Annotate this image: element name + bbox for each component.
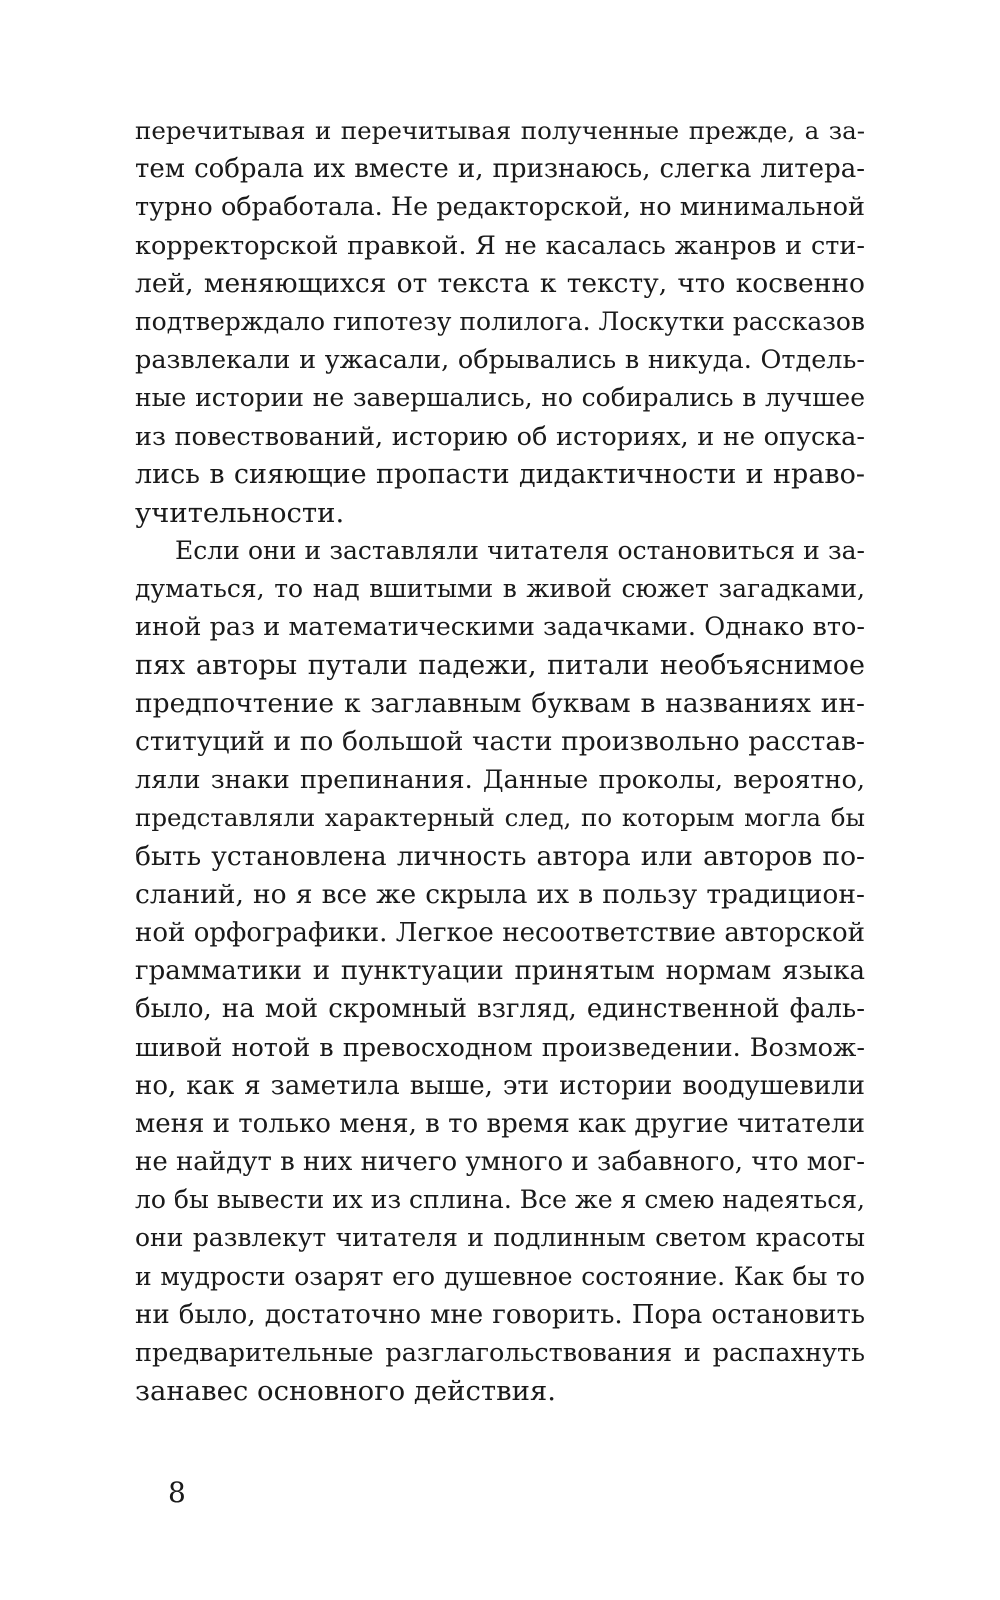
text-line: ные истории не завершались, но собирались в лучшее (135, 383, 865, 413)
text-line: Если они и заставляли читателя остановиться и за- (175, 536, 865, 566)
text-line: но, как я заметила выше, эти истории воодушевили (135, 1070, 865, 1101)
text-line: перечитывая и перечитывая полученные прежде, а за- (135, 116, 865, 145)
text-line: турно обработала. Не редакторской, но минимальной (135, 192, 865, 223)
page-number: 8 (168, 1476, 186, 1509)
text-line: меня и только меня, в то время как другие читатели (135, 1108, 865, 1139)
text-line: ституций и по большой части произвольно расстав- (135, 726, 865, 757)
text-line: представляли характерный след, по которым могла бы (135, 803, 865, 833)
text-line: иной раз и математическими задачками. Однако вто- (135, 612, 865, 643)
text-line: было, на мой скромный взгляд, единственной фаль- (135, 994, 865, 1025)
text-line: они развлекут читателя и подлинным светом красоты (135, 1223, 865, 1253)
text-line: предпочтение к заглавным буквам в названиях ин- (135, 687, 865, 719)
text-line: учительности. (135, 496, 345, 529)
text-line: ляли знаки препинания. Данные проколы, вероятно, (135, 765, 865, 796)
text-line: ной орфографики. Легкое несоответствие авторской (135, 917, 865, 948)
text-line: корректорской правкой. Я не касалась жанров и сти- (135, 230, 865, 261)
text-line: шивой нотой в превосходном произведении. Возмож- (135, 1032, 865, 1063)
text-line: грамматики и пунктуации принятым нормам языка (135, 956, 865, 987)
text-line: ло бы вывести их из сплина. Все же я смею надеяться, (135, 1185, 865, 1215)
text-line: думаться, то над вшитыми в живой сюжет загадками, (135, 574, 865, 604)
text-line: лись в сияющие пропасти дидактичности и нраво- (135, 458, 865, 490)
text-line: не найдут в них ничего умного и забавного, что мог- (135, 1147, 866, 1178)
text-line: подтверждало гипотезу полилога. Лоскутки рассказов (135, 306, 865, 336)
text-line: и мудрости озарят его душевное состояние. Как бы то (135, 1261, 865, 1291)
text-line: ни было, достаточно мне говорить. Пора остановить (135, 1299, 865, 1330)
text-line: сланий, но я все же скрыла их в пользу традицион- (135, 878, 865, 910)
paragraph-2 (135, 532, 865, 1410)
text-line: из повествований, историю об историях, и не опуска- (135, 421, 865, 452)
body-text (135, 112, 865, 1410)
text-line: занавес основного действия. (135, 1375, 556, 1408)
text-line: лей, меняющихся от текста к тексту, что косвенно (135, 267, 865, 299)
text-line: предварительные разглагольствования и распахнуть (135, 1338, 865, 1368)
text-line: развлекали и ужасали, обрывались в никуда. Отдель- (135, 345, 865, 376)
text-line: пях авторы путали падежи, питали необъяснимое (135, 649, 865, 681)
paragraph-1 (135, 112, 865, 532)
text-line: тем собрала их вместе и, признаюсь, слегка литера- (135, 154, 865, 185)
text-line: быть установлена личность автора или авторов по- (135, 840, 865, 872)
